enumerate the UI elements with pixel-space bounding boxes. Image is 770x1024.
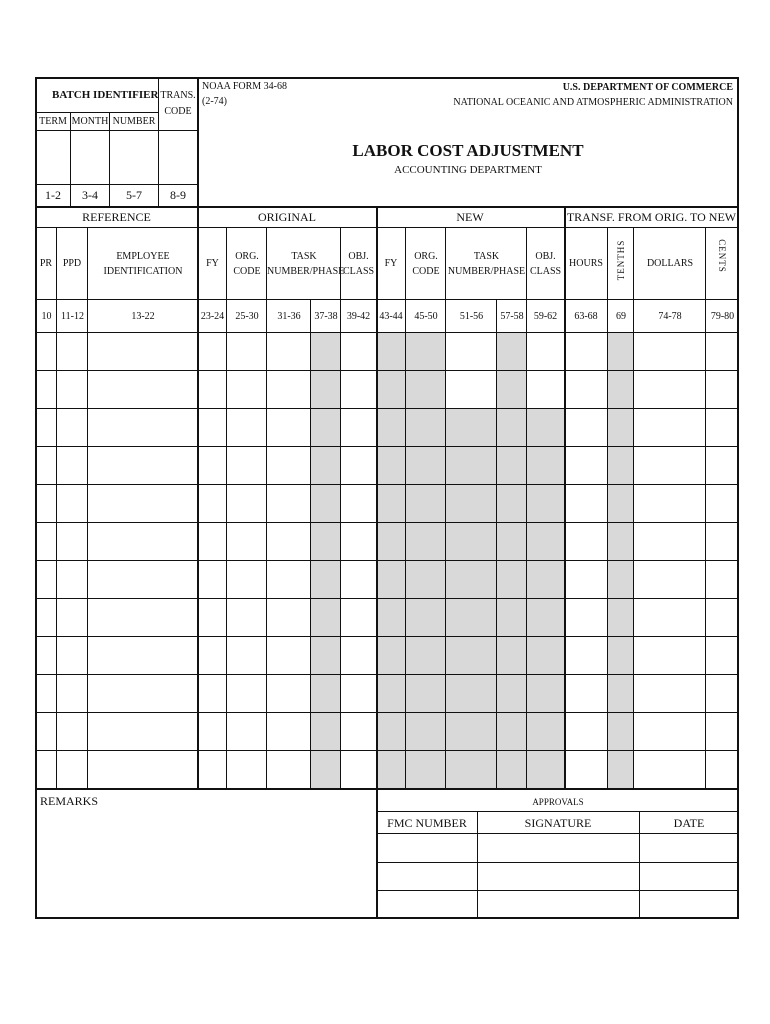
form-number: NOAA FORM 34-68 (202, 81, 288, 92)
entry-cell-input[interactable] (268, 524, 313, 560)
col-orig-org-code: ORG. CODE (233, 251, 261, 277)
fmc-number-input[interactable] (378, 892, 479, 919)
entry-row-line (35, 522, 739, 523)
col-dollars: DOLLARS (646, 258, 694, 269)
entry-cell-input[interactable] (707, 752, 741, 788)
entry-cell-input[interactable] (228, 600, 269, 636)
entry-cell-input[interactable] (609, 600, 636, 636)
entry-cell-input[interactable] (89, 410, 200, 446)
entry-cell-input[interactable] (377, 410, 408, 446)
entry-cell-input[interactable] (528, 524, 566, 560)
col-orig-obj-class: OBJ. CLASS (342, 251, 375, 277)
entry-cell-input[interactable] (635, 752, 708, 788)
entry-cell-input[interactable] (498, 410, 529, 446)
entry-cell-input[interactable] (609, 714, 636, 750)
entry-cell-input[interactable] (498, 752, 529, 788)
signature-label: SIGNATURE (524, 816, 592, 830)
entry-cell-input[interactable] (707, 638, 741, 674)
entry-cell-input[interactable] (342, 524, 378, 560)
entry-cell-input[interactable] (565, 448, 610, 484)
entry-cell-input[interactable] (199, 334, 229, 370)
position-term: 1-2 (45, 188, 61, 202)
entry-cell-input[interactable] (228, 524, 269, 560)
entry-cell-input[interactable] (342, 676, 378, 712)
entry-cell-input[interactable] (228, 562, 269, 598)
entry-cell-input[interactable] (342, 600, 378, 636)
entry-cell-input[interactable] (635, 714, 708, 750)
entry-cell-input[interactable] (565, 486, 610, 522)
section-transfer: TRANSF. FROM ORIG. TO NEW (566, 210, 737, 224)
entry-cell-input[interactable] (228, 486, 269, 522)
entry-cell-input[interactable] (609, 524, 636, 560)
entry-cell-input[interactable] (199, 714, 229, 750)
entry-cell-input[interactable] (312, 600, 343, 636)
entry-cell-input[interactable] (268, 372, 313, 408)
entry-cell-input[interactable] (37, 676, 59, 712)
entry-cell-input[interactable] (342, 752, 378, 788)
entry-cell-input[interactable] (609, 752, 636, 788)
entry-cell-input[interactable] (268, 752, 313, 788)
entry-cell-input[interactable] (565, 714, 610, 750)
approvals-subheader-line (377, 833, 739, 834)
entry-cell-input[interactable] (312, 334, 343, 370)
entry-cell-input[interactable] (312, 410, 343, 446)
entry-cell-input[interactable] (199, 752, 229, 788)
position-label: 63-68 (574, 311, 598, 322)
col-new-obj-class: OBJ. CLASS (529, 251, 562, 277)
entry-cell-input[interactable] (528, 752, 566, 788)
entry-cell-input[interactable] (528, 638, 566, 674)
position-label: 10 (41, 311, 52, 322)
entry-cell-input[interactable] (447, 714, 499, 750)
entry-cell-input[interactable] (528, 600, 566, 636)
entry-cell-input[interactable] (447, 524, 499, 560)
entry-cell-input[interactable] (58, 562, 90, 598)
entry-cell-input[interactable] (707, 448, 741, 484)
entry-cell-input[interactable] (407, 676, 448, 712)
entry-cell-input[interactable] (199, 372, 229, 408)
entry-cell-input[interactable] (635, 334, 708, 370)
entry-cell-input[interactable] (89, 448, 200, 484)
entry-cell-input[interactable] (89, 372, 200, 408)
entry-cell-input[interactable] (58, 486, 90, 522)
batch-input-top (35, 130, 197, 131)
entry-cell-input[interactable] (635, 562, 708, 598)
number-label: NUMBER (112, 116, 156, 127)
entry-cell-input[interactable] (228, 752, 269, 788)
entry-cell-input[interactable] (37, 448, 59, 484)
entry-cell-input[interactable] (609, 638, 636, 674)
entry-cell-input[interactable] (498, 714, 529, 750)
entry-cell-input[interactable] (58, 334, 90, 370)
entry-cell-input[interactable] (565, 372, 610, 408)
entry-cell-input[interactable] (528, 410, 566, 446)
fmc-number-input[interactable] (378, 864, 479, 891)
entry-cell-input[interactable] (609, 448, 636, 484)
entry-cell-input[interactable] (89, 524, 200, 560)
section-original: ORIGINAL (258, 210, 316, 224)
entry-cell-input[interactable] (58, 448, 90, 484)
position-label: 51-56 (459, 311, 484, 322)
entry-cell-input[interactable] (228, 676, 269, 712)
entry-cell-input[interactable] (407, 562, 448, 598)
position-label: 13-22 (131, 311, 155, 322)
col-new-task: TASK NUMBER/PHASE (447, 251, 526, 277)
entry-cell-input[interactable] (377, 562, 408, 598)
entry-row-line (35, 598, 739, 599)
position-label: 57-58 (500, 311, 524, 322)
entry-cell-input[interactable] (58, 714, 90, 750)
entry-cell-input[interactable] (447, 410, 499, 446)
entry-cell-input[interactable] (37, 562, 59, 598)
entry-cell-input[interactable] (528, 372, 566, 408)
entry-cell-input[interactable] (199, 638, 229, 674)
position-label: 37-38 (314, 311, 338, 322)
entry-cell-input[interactable] (37, 410, 59, 446)
col-tenths: TENTHS (616, 239, 626, 281)
entry-cell-input[interactable] (609, 562, 636, 598)
approvals-label: APPROVALS (532, 797, 584, 807)
entry-cell-input[interactable] (635, 600, 708, 636)
entry-cell-input[interactable] (89, 638, 200, 674)
position-label: 45-50 (414, 311, 438, 322)
entry-cell-input[interactable] (565, 752, 610, 788)
col-employee-identification: EMPLOYEE IDENTIFICATION (103, 251, 183, 277)
entry-cell-input[interactable] (89, 714, 200, 750)
term-input[interactable] (36, 132, 73, 184)
entry-cell-input[interactable] (707, 600, 741, 636)
entry-cell-input[interactable] (268, 638, 313, 674)
remarks-label: REMARKS (40, 794, 99, 808)
entry-cell-input[interactable] (707, 562, 741, 598)
entry-cell-input[interactable] (707, 524, 741, 560)
entry-cell-input[interactable] (228, 334, 269, 370)
entry-cell-input[interactable] (268, 562, 313, 598)
entry-cell-input[interactable] (342, 372, 378, 408)
position-label: 79-80 (710, 311, 735, 322)
entry-cell-input[interactable] (498, 638, 529, 674)
entry-cell-input[interactable] (89, 334, 200, 370)
entry-cell-input[interactable] (447, 600, 499, 636)
entry-cell-input[interactable] (37, 334, 59, 370)
entry-cell-input[interactable] (89, 752, 200, 788)
entry-cell-input[interactable] (565, 410, 610, 446)
col-cents: CENTS (717, 239, 727, 273)
entry-cell-input[interactable] (377, 448, 408, 484)
entry-cell-input[interactable] (58, 676, 90, 712)
entry-cell-input[interactable] (498, 600, 529, 636)
header-bottom-border (35, 206, 739, 208)
entry-cell-input[interactable] (342, 334, 378, 370)
month-label: MONTH (71, 116, 109, 127)
entry-cell-input[interactable] (407, 524, 448, 560)
entry-cell-input[interactable] (342, 486, 378, 522)
position-label: 31-36 (277, 311, 301, 322)
entry-cell-input[interactable] (377, 752, 408, 788)
entry-cell-input[interactable] (498, 448, 529, 484)
entry-row-line (35, 636, 739, 637)
entry-cell-input[interactable] (447, 334, 499, 370)
entry-cell-input[interactable] (528, 486, 566, 522)
entry-cell-input[interactable] (447, 448, 499, 484)
entry-cell-input[interactable] (377, 638, 408, 674)
entry-cell-input[interactable] (609, 486, 636, 522)
entry-cell-input[interactable] (268, 448, 313, 484)
form-date: (2-74) (202, 96, 227, 107)
entry-cell-input[interactable] (707, 714, 741, 750)
entry-cell-input[interactable] (312, 638, 343, 674)
entry-row-line (35, 560, 739, 561)
date-input[interactable] (640, 864, 741, 891)
col-orig-task: TASK NUMBER/PHASE (267, 251, 345, 277)
entry-cell-input[interactable] (268, 714, 313, 750)
entry-cell-input[interactable] (199, 600, 229, 636)
entry-cell-input[interactable] (89, 600, 200, 636)
entry-cell-input[interactable] (37, 638, 59, 674)
entry-cell-input[interactable] (312, 486, 343, 522)
entry-cell-input[interactable] (268, 334, 313, 370)
entry-cell-input[interactable] (447, 638, 499, 674)
entry-cell-input[interactable] (377, 486, 408, 522)
entry-cell-input[interactable] (635, 372, 708, 408)
col-ppd: PPD (62, 258, 82, 269)
entry-cell-input[interactable] (377, 524, 408, 560)
entry-cell-input[interactable] (58, 638, 90, 674)
form-title: LABOR COST ADJUSTMENT (352, 141, 584, 160)
position-label: 43-44 (379, 311, 403, 322)
entry-cell-input[interactable] (635, 448, 708, 484)
number-input[interactable] (110, 132, 161, 184)
entry-cell-input[interactable] (447, 372, 499, 408)
entry-cell-input[interactable] (199, 486, 229, 522)
entry-cell-input[interactable] (565, 638, 610, 674)
entry-cell-input[interactable] (37, 714, 59, 750)
entry-cell-input[interactable] (707, 486, 741, 522)
entry-cell-input[interactable] (498, 562, 529, 598)
entry-cell-input[interactable] (609, 334, 636, 370)
section-new: NEW (456, 210, 484, 224)
entry-cell-input[interactable] (58, 752, 90, 788)
entry-cell-input[interactable] (58, 600, 90, 636)
entry-row-line (35, 674, 739, 675)
entry-cell-input[interactable] (707, 334, 741, 370)
entry-cell-input[interactable] (528, 562, 566, 598)
entry-cell-input[interactable] (528, 676, 566, 712)
entry-row-line (35, 484, 739, 485)
col-orig-fy: FY (206, 258, 219, 269)
entry-cell-input[interactable] (447, 676, 499, 712)
entry-cell-input[interactable] (89, 486, 200, 522)
entry-cell-input[interactable] (199, 676, 229, 712)
position-label: 69 (616, 311, 626, 322)
entry-cell-input[interactable] (342, 638, 378, 674)
entry-row-line (35, 408, 739, 409)
position-label: 25-30 (235, 311, 259, 322)
position-label: 23-24 (200, 311, 225, 322)
entry-cell-input[interactable] (498, 676, 529, 712)
entry-cell-input[interactable] (407, 752, 448, 788)
entry-cell-input[interactable] (565, 600, 610, 636)
batch-positions-line (35, 184, 197, 185)
col-pr: PR (39, 258, 53, 269)
entry-cell-input[interactable] (377, 600, 408, 636)
signature-input[interactable] (478, 892, 641, 919)
fmc-number-input[interactable] (378, 835, 479, 862)
entry-cell-input[interactable] (268, 486, 313, 522)
position-label: 74-78 (658, 311, 682, 322)
entry-cell-input[interactable] (635, 638, 708, 674)
entry-cell-input[interactable] (312, 524, 343, 560)
trans-code-label: TRANS. CODE (160, 90, 196, 117)
term-label: TERM (39, 116, 67, 127)
grid-bottom-border (35, 788, 739, 790)
entry-row-line (35, 370, 739, 371)
entry-cell-input[interactable] (377, 372, 408, 408)
entry-cell-input[interactable] (528, 448, 566, 484)
approval-row-line (377, 890, 739, 891)
col-new-org-code: ORG. CODE (412, 251, 440, 277)
signature-input[interactable] (478, 835, 641, 862)
entry-cell-input[interactable] (199, 410, 229, 446)
approvals-header-line (377, 811, 739, 812)
entry-cell-input[interactable] (407, 638, 448, 674)
entry-cell-input[interactable] (228, 372, 269, 408)
entry-cell-input[interactable] (312, 676, 343, 712)
entry-cell-input[interactable] (407, 600, 448, 636)
entry-cell-input[interactable] (37, 600, 59, 636)
entry-cell-input[interactable] (342, 714, 378, 750)
entry-row-line (35, 712, 739, 713)
position-label: 39-42 (346, 311, 371, 322)
position-label: 59-62 (533, 311, 558, 322)
entry-cell-input[interactable] (565, 676, 610, 712)
form-subtitle: ACCOUNTING DEPARTMENT (394, 164, 542, 176)
date-label: DATE (673, 816, 705, 830)
entry-cell-input[interactable] (447, 752, 499, 788)
entry-row-line (35, 750, 739, 751)
entry-cell-input[interactable] (635, 676, 708, 712)
entry-cell-input[interactable] (635, 410, 708, 446)
entry-cell-input[interactable] (707, 676, 741, 712)
entry-cell-input[interactable] (377, 714, 408, 750)
sub-agency-name: NATIONAL OCEANIC AND ATMOSPHERIC ADMINISTRATION (453, 97, 733, 108)
entry-cell-input[interactable] (498, 372, 529, 408)
col-new-fy: FY (384, 258, 398, 269)
entry-cell-input[interactable] (312, 714, 343, 750)
entry-cell-input[interactable] (312, 372, 343, 408)
entry-cell-input[interactable] (407, 448, 448, 484)
entry-cell-input[interactable] (635, 524, 708, 560)
entry-cell-input[interactable] (268, 600, 313, 636)
entry-cell-input[interactable] (528, 714, 566, 750)
entry-cell-input[interactable] (407, 334, 448, 370)
entry-cell-input[interactable] (37, 752, 59, 788)
approval-row-line (377, 862, 739, 863)
batch-subheader-line (35, 112, 159, 113)
position-trans: 8-9 (170, 188, 186, 202)
entry-cell-input[interactable] (565, 334, 610, 370)
batch-identifier-label: BATCH IDENTIFIER (52, 89, 159, 101)
entry-cell-input[interactable] (228, 410, 269, 446)
entry-cell-input[interactable] (199, 448, 229, 484)
position-number: 5-7 (126, 188, 142, 202)
fmc-number-label: FMC NUMBER (387, 816, 467, 830)
entry-cell-input[interactable] (342, 562, 378, 598)
entry-cell-input[interactable] (58, 410, 90, 446)
position-label: 11-12 (61, 311, 84, 322)
entry-cell-input[interactable] (565, 562, 610, 598)
entry-cell-input[interactable] (498, 334, 529, 370)
entry-cell-input[interactable] (407, 410, 448, 446)
month-input[interactable] (71, 132, 112, 184)
entry-cell-input[interactable] (407, 372, 448, 408)
entry-cell-input[interactable] (609, 372, 636, 408)
entry-cell-input[interactable] (707, 372, 741, 408)
entry-cell-input[interactable] (312, 562, 343, 598)
entry-cell-input[interactable] (312, 752, 343, 788)
signature-input[interactable] (478, 864, 641, 891)
entry-cell-input[interactable] (199, 562, 229, 598)
remarks-field[interactable] (38, 812, 376, 918)
entry-cell-input[interactable] (58, 524, 90, 560)
entry-cell-input[interactable] (609, 676, 636, 712)
entry-cell-input[interactable] (707, 410, 741, 446)
entry-cell-input[interactable] (37, 372, 59, 408)
date-input[interactable] (640, 892, 741, 919)
entry-cell-input[interactable] (407, 486, 448, 522)
entry-cell-input[interactable] (342, 448, 378, 484)
entry-cell-input[interactable] (312, 448, 343, 484)
entry-cell-input[interactable] (609, 410, 636, 446)
entry-cell-input[interactable] (37, 486, 59, 522)
entry-cell-input[interactable] (447, 486, 499, 522)
entry-cell-input[interactable] (228, 714, 269, 750)
agency-name: U.S. DEPARTMENT OF COMMERCE (562, 82, 733, 93)
entry-cell-input[interactable] (377, 676, 408, 712)
entry-cell-input[interactable] (498, 524, 529, 560)
entry-cell-input[interactable] (447, 562, 499, 598)
col-hours: HOURS (569, 258, 603, 269)
entry-cell-input[interactable] (342, 410, 378, 446)
entry-cell-input[interactable] (268, 410, 313, 446)
entry-row-line (35, 446, 739, 447)
position-month: 3-4 (82, 188, 98, 202)
entry-cell-input[interactable] (58, 372, 90, 408)
entry-cell-input[interactable] (199, 524, 229, 560)
entry-cell-input[interactable] (498, 486, 529, 522)
entry-cell-input[interactable] (268, 676, 313, 712)
entry-cell-input[interactable] (37, 524, 59, 560)
entry-cell-input[interactable] (635, 486, 708, 522)
entry-cell-input[interactable] (228, 638, 269, 674)
date-input[interactable] (640, 835, 741, 862)
section-reference: REFERENCE (82, 210, 151, 224)
entry-cell-input[interactable] (565, 524, 610, 560)
trans-code-input[interactable] (159, 132, 200, 184)
entry-cell-input[interactable] (89, 562, 200, 598)
entry-cell-input[interactable] (407, 714, 448, 750)
entry-cell-input[interactable] (89, 676, 200, 712)
entry-cell-input[interactable] (528, 334, 566, 370)
entry-cell-input[interactable] (377, 334, 408, 370)
entry-cell-input[interactable] (228, 448, 269, 484)
